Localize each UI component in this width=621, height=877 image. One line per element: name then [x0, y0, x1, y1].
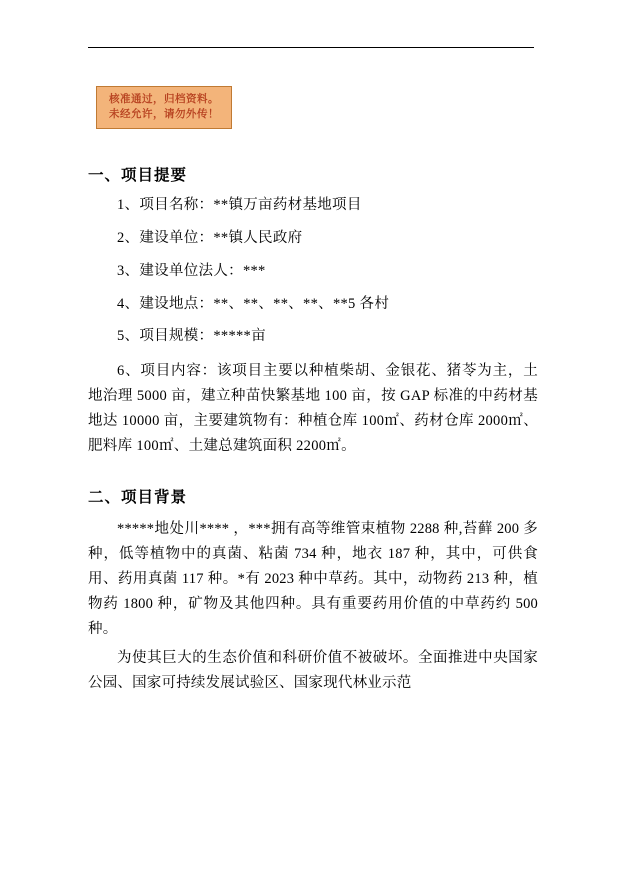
approval-stamp	[96, 86, 232, 129]
list-item-construction-unit: 2、建设单位：**镇人民政府	[117, 230, 303, 247]
header-divider	[88, 47, 534, 48]
approval-stamp-line-1: 核准通过，归档资料。	[109, 94, 219, 105]
paragraph-background-1: *****地处川**** ，***拥有高等维管束植物 2288 种,苔藓 200 多种，低等植物中的真菌、粘菌 734 种，地衣 187 种，其中，可供食用、药用真菌 117 种。*有 2023 种中草药。其中，动物药 213 种，植物药 1800 种，矿物及其他四种。具有重要药用价值的中草药约 500 种。	[88, 520, 538, 637]
list-item-project-content: 6、项目内容：该项目主要以种植柴胡、金银花、猪苓为主，土地治理 5000 亩，建立种苗快繁基地 100 亩，按 GAP 标准的中药材基地达 10000 亩，主要建筑物有：种植仓库 100㎡、药材仓库 2000㎡、肥料库 100㎡、土建总建筑面积 2200㎡。	[88, 363, 538, 454]
section-heading-project-summary: 一、项目提要	[88, 167, 188, 185]
paragraph-background-2: 为使其巨大的生态价值和科研价值不被破坏。全面推进中央国家公园、国家可持续发展试验区、国家现代林业示范	[88, 649, 538, 691]
approval-stamp-line-2: 未经允许，请勿外传！	[109, 109, 219, 121]
list-item-legal-person: 3、建设单位法人：***	[117, 262, 266, 279]
list-item-project-name: 1、项目名称：**镇万亩药材基地项目	[117, 197, 362, 214]
list-item-project-scale: 5、项目规模：*****亩	[117, 328, 266, 345]
list-item-construction-location: 4、建设地点：**、**、**、**、**5 各村	[117, 295, 390, 312]
section-heading-project-background: 二、项目背景	[88, 488, 188, 506]
document-content	[88, 80, 538, 700]
